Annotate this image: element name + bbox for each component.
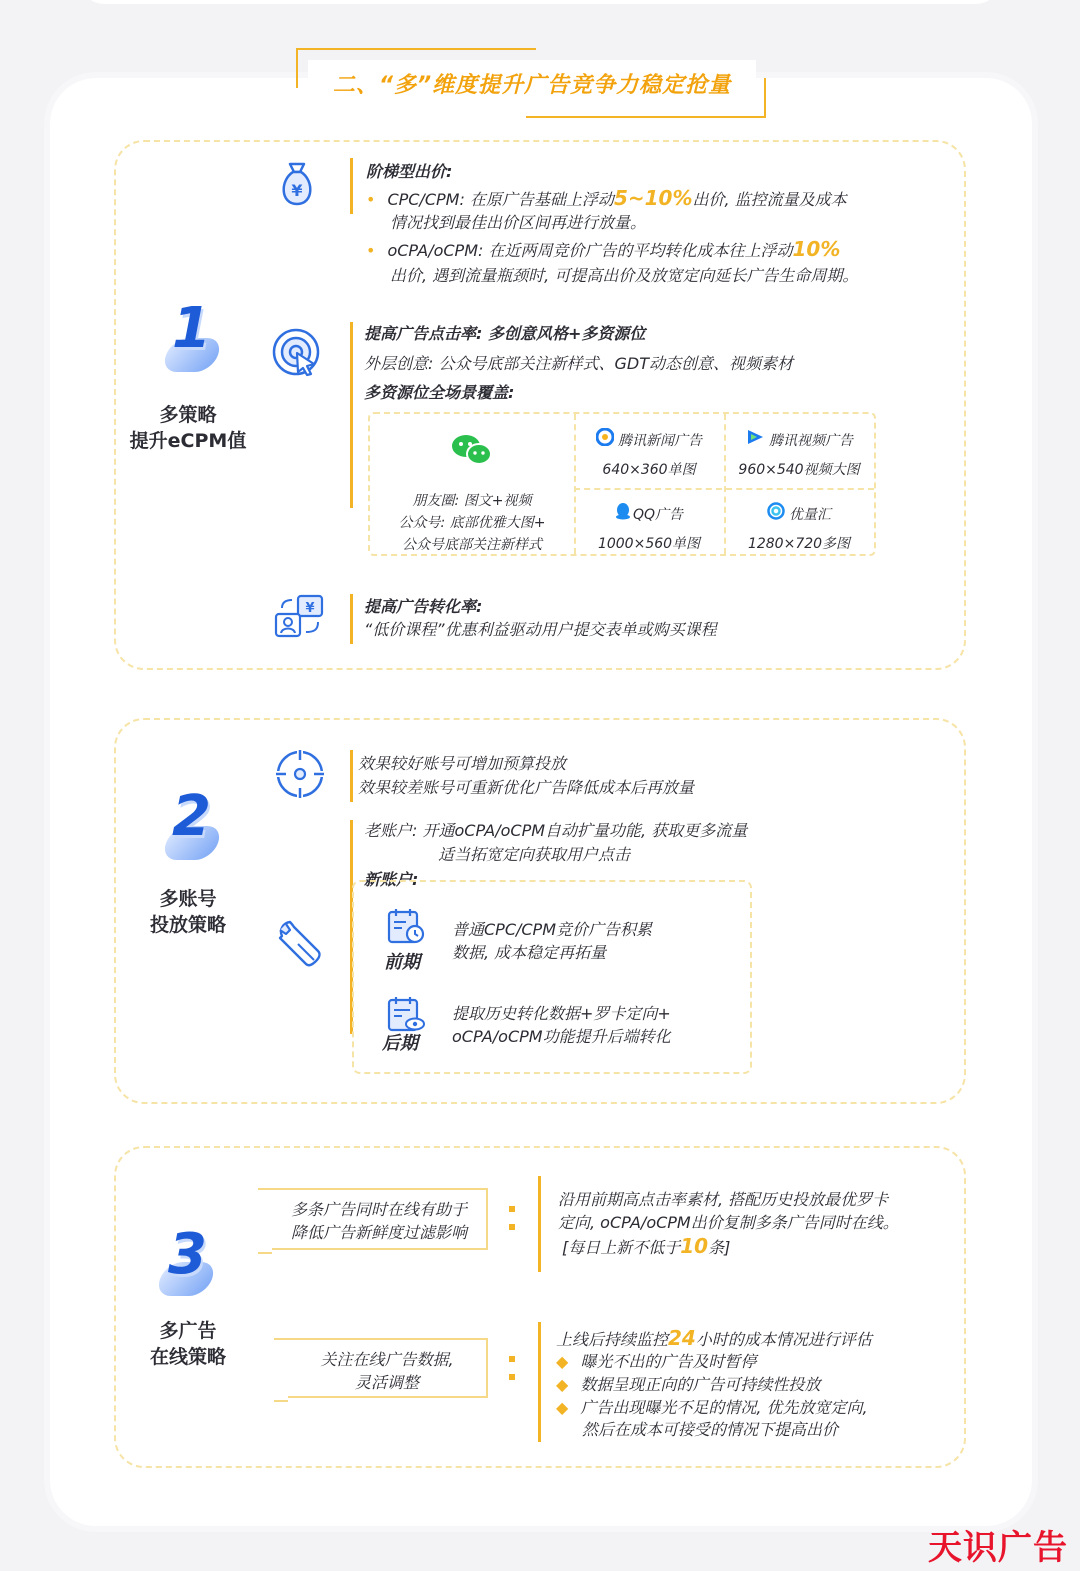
late-stage-label: 后期: [382, 1033, 418, 1054]
old-account-line-1: 老账户: 开通oCPA/oCPM自动扩量功能, 获取更多流量: [364, 821, 748, 840]
section-1-label-line1: 多策略: [159, 404, 217, 426]
multi-ad-pill: [272, 1188, 488, 1250]
wechat-line-1: 朋友圈: 图文+视频: [412, 493, 532, 509]
early-line-2: 数据, 成本稳定再拓量: [452, 943, 607, 962]
colon-dot: [509, 1356, 515, 1362]
bullet-dot: ◆: [556, 1398, 569, 1417]
row2-bullet-1: [556, 1350, 756, 1374]
tencent-video-spec: 960×540视频大图: [738, 462, 860, 478]
monitor-pill-line1: 关注在线广告数据,: [320, 1350, 454, 1369]
cvr-line-1: 提高广告转化率:: [364, 597, 483, 616]
bid-accent-bar: [350, 158, 353, 214]
top-strip: [80, 0, 1000, 4]
wechat-cell: [370, 432, 574, 556]
row1-accent-bar: [538, 1176, 541, 1272]
ctr-line-1: 提高广告点击率: 多创意风格+多资源位: [364, 324, 646, 343]
row1-line-1: 沿用前期高点击率素材, 搭配历史投放最优罗卡: [558, 1190, 889, 1209]
svg-text:¥: ¥: [291, 181, 303, 200]
crosshair-icon: [274, 748, 326, 804]
row2-bullet-3-text: 广告出现曝光不足的情况, 优先放宽定向,: [580, 1398, 868, 1417]
row1-line-3-prefix: [每日上新不低于: [562, 1238, 681, 1257]
row2-bullet-3-line2: 然后在成本可接受的情况下提高出价: [582, 1420, 839, 1439]
row2-line-1: [556, 1326, 872, 1352]
row1-line-2: 定向, oCPA/oCPM出价复制多条广告同时在线。: [558, 1213, 899, 1232]
bid-item-1-highlight: 5~10%: [613, 186, 693, 210]
bid-item-1-prefix: CPC/CPM: 在原广告基础上浮动: [387, 190, 614, 209]
ctr-line-3: 多资源位全场景覆盖:: [364, 383, 515, 402]
tencent-video-cell: [724, 428, 874, 481]
page-title: 二、“多”维度提升广告竞争力稳定抢量: [332, 72, 732, 98]
brand-watermark: 天识广告: [928, 1528, 1068, 1568]
wechat-line-2: 公众号: 底部优雅大图+: [398, 515, 546, 531]
ctr-accent-bar: [350, 322, 353, 508]
qq-spec: 1000×560单图: [597, 536, 701, 552]
bullet-dot: •: [366, 190, 376, 209]
target-accent-bar: [350, 750, 353, 802]
tencent-news-cell: [574, 428, 724, 481]
multi-ad-pill-line2: 降低广告新鲜度过滤影响: [290, 1223, 467, 1242]
early-line-1: 普通CPC/CPM竞价广告积累: [452, 920, 653, 939]
monitor-pill: [288, 1338, 488, 1398]
row2-bullet-2: [556, 1373, 820, 1397]
row2-line-1-suffix: 小时的成本情况进行评估: [695, 1330, 872, 1349]
row1-line-3-highlight: 10: [680, 1234, 709, 1258]
title-box: [308, 60, 756, 106]
monitor-pill-line2: 灵活调整: [354, 1373, 419, 1392]
bid-item-2-line2: 出价, 遇到流量瓶颈时, 可提高出价及放宽定向延长广告生命周期。: [390, 266, 859, 285]
tencent-news-name: 腾讯新闻广告: [618, 432, 702, 449]
target-click-icon: [270, 326, 322, 382]
colon-dot: [509, 1224, 515, 1230]
grid-divider: [574, 488, 874, 490]
row2-bullet-3: [556, 1396, 868, 1420]
qq-icon: [615, 502, 631, 527]
bid-item-2-prefix: oCPA/oCPM: 在近两周竞价广告的平均转化成本往上浮动: [387, 241, 793, 260]
section-2-label: [108, 886, 268, 938]
tencent-video-icon: [745, 428, 765, 453]
late-line-2: oCPA/oCPM功能提升后端转化: [452, 1027, 671, 1046]
section-3-label: [108, 1318, 268, 1370]
money-bag-icon: [278, 160, 316, 212]
row2-line-1-highlight: 24: [668, 1326, 696, 1350]
early-stage-label: 前期: [384, 952, 420, 973]
colon-dot: [509, 1374, 515, 1380]
multi-ad-pill-line1: 多条广告同时在线有助于: [290, 1200, 467, 1219]
row1-line-3-suffix: 条]: [708, 1238, 731, 1257]
bid-item-2: [366, 237, 840, 263]
cvr-accent-bar: [350, 594, 353, 644]
section-1-label: [108, 402, 268, 454]
qq-name: QQ广告: [632, 506, 684, 523]
wechat-icon: [370, 432, 574, 470]
ctr-line-2: 外层创意: 公众号底部关注新样式、GDT动态创意、视频素材: [364, 354, 793, 373]
youlianghui-icon: [767, 502, 785, 527]
title-banner: [296, 48, 766, 118]
bid-heading: 阶梯型出价:: [366, 162, 453, 181]
row2-accent-bar: [538, 1322, 541, 1442]
bid-item-1-line2: 情况找到最佳出价区间再进行放量。: [390, 213, 647, 232]
svg-text:¥: ¥: [305, 601, 315, 616]
section-1-label-line2: 提升eCPM值: [129, 430, 247, 452]
section-1-number: 1: [172, 296, 211, 361]
tencent-video-name: 腾讯视频广告: [769, 432, 853, 449]
tencent-news-spec: 640×360单图: [602, 462, 696, 478]
old-account-line-2: 适当拓宽定向获取用户点击: [438, 845, 631, 864]
colon-dot: [509, 1206, 515, 1212]
row2-bullet-1-text: 曝光不出的广告及时暂停: [580, 1352, 757, 1371]
section-2-label-line1: 多账号: [159, 888, 217, 910]
qq-cell: [574, 502, 724, 555]
section-3-label-line1: 多广告: [159, 1320, 217, 1342]
section-3-number: 3: [168, 1222, 207, 1287]
bullet-dot: ◆: [556, 1352, 569, 1371]
bid-item-1: [366, 186, 847, 212]
bid-item-1-suffix: 出价, 监控流量及成本: [692, 190, 847, 209]
user-exchange-icon: [274, 594, 326, 644]
bullet-dot: •: [366, 241, 376, 260]
section-2-number: 2: [172, 784, 211, 849]
cvr-line-2: “低价课程”优惠利益驱动用户提交表单或购买课程: [364, 620, 717, 639]
wechat-line-3: 公众号底部关注新样式: [402, 537, 542, 553]
bullet-dot: ◆: [556, 1375, 569, 1394]
new-account-heading: 新账户:: [364, 870, 419, 889]
section-3-label-line2: 在线策略: [149, 1346, 226, 1368]
section-2-label-line2: 投放策略: [149, 914, 226, 936]
row2-line-1-prefix: 上线后持续监控: [556, 1330, 669, 1349]
youlianghui-spec: 1280×720多图: [747, 536, 851, 552]
ad-placement-grid: [368, 412, 876, 556]
late-line-1: 提取历史转化数据+罗卡定向+: [452, 1004, 671, 1023]
wrench-icon: [276, 918, 326, 972]
calendar-clock-icon: [386, 906, 426, 950]
target-line-1: 效果较好账号可增加预算投放: [358, 754, 567, 773]
row1-line-3: [562, 1234, 730, 1260]
row2-bullet-2-text: 数据呈现正向的广告可持续性投放: [580, 1375, 821, 1394]
youlianghui-name: 优量汇: [789, 506, 831, 523]
tencent-news-icon: [596, 428, 614, 453]
youlianghui-cell: [724, 502, 874, 555]
bid-item-2-highlight: 10%: [792, 237, 841, 261]
target-line-2: 效果较差账号可重新优化广告降低成本后再放量: [358, 778, 695, 797]
